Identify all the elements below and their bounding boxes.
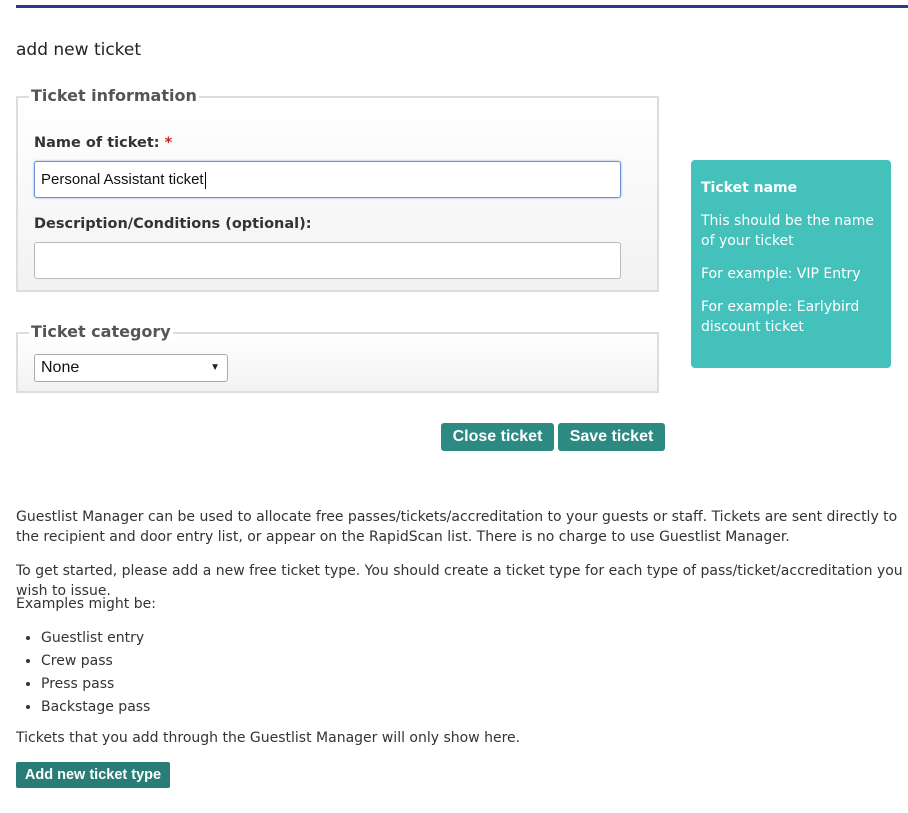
info-paragraph: To get started, please add a new free ticket type. You should create a ticket type for each type of pass/ticket/accreditation you wish to issue. [16,563,903,599]
close-ticket-button[interactable]: Close ticket [441,423,554,451]
ticket-name-input[interactable] [34,161,621,198]
ticket-name-value: Personal Assistant ticket [41,171,204,188]
examples-intro: Examples might be: [16,596,156,612]
ticket-name-label [34,135,172,151]
list-item: • Crew pass [41,650,150,673]
add-new-ticket-type-button[interactable]: Add new ticket type [16,762,170,788]
ticket-information-fieldset [16,86,659,292]
description-label: Description/Conditions (optional): [34,216,312,232]
ticket-category-fieldset [16,322,659,393]
info-paragraph: Tickets that you add through the Guestlist Manager will only show here. [16,730,521,746]
list-item: • Guestlist entry [41,627,150,650]
help-box [691,160,891,368]
ticket-information-legend: Ticket information [31,86,197,105]
list-item: • Backstage pass [41,696,150,719]
page-title: add new ticket [16,40,142,60]
help-line: This should be the name of your ticket [701,213,874,249]
help-line: For example: Earlybird discount ticket [701,299,860,335]
list-item: • Press pass [41,673,150,696]
info-paragraph: Guestlist Manager can be used to allocate free passes/tickets/accreditation to your guests or staff. Tickets are sent directly to the recipient and door entry list, or appear on the RapidScan list. There is no charge to use Guestlist Manager. [16,509,898,545]
ticket-name-label-text: Name of ticket: [34,135,160,151]
description-input[interactable] [34,242,621,279]
help-title: Ticket name [701,180,798,196]
help-line: For example: VIP Entry [701,266,861,282]
required-marker: * [164,135,173,151]
dropdown-arrow-icon: ▼ [210,362,220,373]
examples-list [16,627,150,719]
header-rule [16,5,908,8]
ticket-category-selected: None [41,359,80,376]
text-caret [205,172,206,189]
ticket-category-select[interactable] [34,354,228,382]
save-ticket-button[interactable]: Save ticket [558,423,665,451]
ticket-category-legend: Ticket category [31,322,171,341]
